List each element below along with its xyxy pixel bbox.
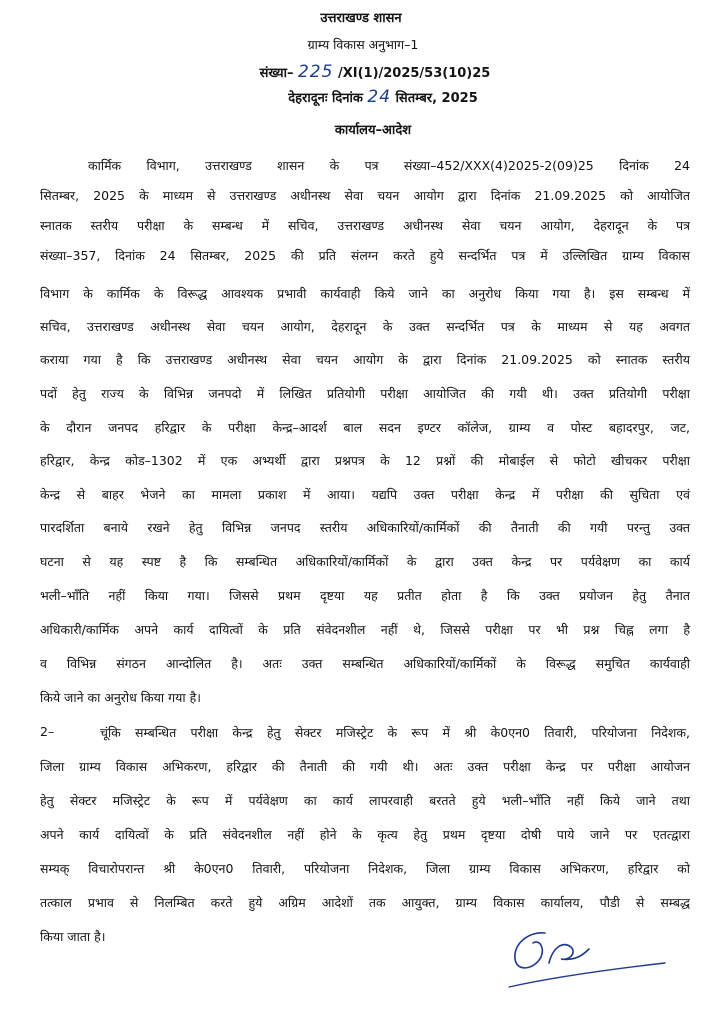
para1-line: के दौरान जनपद हरिद्वार के परीक्षा केन्द्र–आदर्श बाल सदन इण्टर कॉलेज, ग्राम्य व पोस्ट बहादरपुर, जट, bbox=[40, 420, 690, 435]
para2-line: सम्यक् विचारोपरान्त श्री के0एन0 तिवारी, परियोजना निदेशक, जिला ग्राम्य विकास अभिकरण, हरिद्वार को bbox=[40, 861, 690, 876]
para1-line: भली–भाँति नहीं किया गया। जिससे प्रथम दृष्टया यह प्रतीत होता है कि उक्त प्रयोजन हेतु तैनात bbox=[40, 588, 690, 603]
para1-line: कराया गया है कि उत्तराखण्ड अधीनस्थ सेवा चयन आयोग के द्वारा दिनांक 21.09.2025 को स्नातक स्तरीय bbox=[40, 352, 690, 367]
para1-line: संख्या–357, दिनांक 24 सितम्बर, 2025 की प्रति संलग्न करते हुये सन्दर्भित पत्र में उल्लिखित ग्राम्य विकास bbox=[40, 248, 690, 263]
para1-line: विभाग के कार्मिक के विरूद्ध आवश्यक प्रभावी कार्यवाही किये जाने का अनुरोध किया गया है। इस सम्बन्ध में bbox=[40, 286, 690, 301]
para2-line: हेतु सेक्टर मजिस्ट्रेट के रूप में पर्यवेक्षण का कार्य लापरवाही बरतते हुये भली–भाँति नहीं किये जाने तथा bbox=[40, 793, 690, 808]
para2-line: चूंकि सम्बन्धित परीक्षा केन्द्र हेतु सेक्टर मजिस्ट्रेट के रूप में श्री के0एन0 तिवारी, परियोजना निदेशक, bbox=[100, 725, 690, 740]
date-handwritten: 24 bbox=[367, 87, 392, 107]
para1-line: किये जाने का अनुरोध किया गया है। bbox=[40, 690, 201, 705]
order-title: कार्यालय–आदेश bbox=[334, 123, 412, 138]
section-title: ग्राम्य विकास अनुभाग–1 bbox=[307, 37, 419, 52]
para1-line: कार्मिक विभाग, उत्तराखण्ड शासन के पत्र संख्या–452/XXX(4)2025-2(09)25 दिनांक 24 bbox=[88, 158, 690, 173]
reference-number bbox=[22, 62, 706, 82]
date-prefix: देहरादूनः दिनांक bbox=[288, 91, 363, 106]
para1-line: सितम्बर, 2025 के माध्यम से उत्तराखण्ड अधीनस्थ सेवा चयन आयोग द्वारा दिनांक 21.09.2025 को आयोजित bbox=[40, 188, 690, 203]
ref-handwritten: 225 bbox=[297, 62, 334, 82]
ref-prefix: संख्या– bbox=[259, 66, 294, 81]
date-suffix: सितम्बर, 2025 bbox=[395, 91, 478, 106]
para1-line: व विभिन्न संगठन आन्दोलित है। अतः उक्त सम्बन्धित अधिकारियों/कार्मिकों के विरूद्ध समुचित कार्यवाही bbox=[40, 656, 690, 671]
ref-suffix: /XI(1)/2025/53(10)25 bbox=[337, 66, 491, 81]
issue-date bbox=[30, 87, 706, 107]
para1-line: स्नातक स्तरीय परीक्षा के सम्बन्ध में सचिव, उत्तराखण्ड अधीनस्थ सेवा चयन आयोग, देहरादून के पत्र bbox=[40, 218, 690, 233]
para1-line: घटना से यह स्पष्ट है कि सम्बन्धित अधिकारियों/कार्मिकों के द्वारा उक्त केन्द्र पर पर्यवेक्षण का कार्य bbox=[40, 554, 690, 569]
para2-number: 2– bbox=[40, 724, 55, 739]
para2-line: किया जाता है। bbox=[40, 929, 106, 944]
para2-line: जिला ग्राम्य विकास अभिकरण, हरिद्वार की तैनाती की गयी थी। अतः उक्त परीक्षा केन्द्र पर परीक्षा आयोजन bbox=[40, 759, 690, 774]
para1-line: अधिकारी/कार्मिक अपने कार्य दायित्वों के प्रति संवेदनशील नहीं थे, जिससे परीक्षा पर भी प्रश्न चिह्न लगा है bbox=[40, 622, 690, 637]
signature-image bbox=[505, 925, 675, 995]
para1-line: सचिव, उत्तराखण्ड अधीनस्थ सेवा चयन आयोग, देहरादून के उक्त सन्दर्भित पत्र के माध्यम से यह अवगत bbox=[40, 319, 690, 334]
para2-line: अपने कार्य दायित्वों के प्रति संवेदनशील नहीं होने के कृत्य हेतु प्रथम दृष्टया दोषी पाये जाने पर एतत्द्वारा bbox=[40, 827, 690, 842]
para2-line: तत्काल प्रभाव से निलम्बित करते हुये अग्रिम आदेशों तक आयुक्त, ग्राम्य विकास कार्यालय, पौडी से सम्बद्ध bbox=[40, 895, 690, 910]
para1-line: केन्द्र से बाहर भेजने का मामला प्रकाश में आया। यद्यपि उक्त परीक्षा केन्द्र में परीक्षा की सुचिता एवं bbox=[40, 487, 690, 502]
para1-line: पदों हेतु राज्य के विभिन्न जनपदो में लिखित प्रतियोगी परीक्षा आयोजित की गयी थी। उक्त प्रतियोगी परीक्षा bbox=[40, 386, 690, 401]
para1-line: पारदर्शिता बनाये रखने हेतु विभिन्न जनपद स्तरीय अधिकारियों/कार्मिकों की तैनाती की गयी परन्तु उक्त bbox=[40, 520, 690, 535]
para1-line: हरिद्वार, केन्द्र कोड–1302 में एक अभ्यर्थी द्वारा प्रश्नपत्र के 12 प्रश्नों की मोबाईल से फोटो खीचकर परीक्षा bbox=[40, 453, 690, 468]
issuer-title: उत्तराखण्ड शासन bbox=[320, 11, 402, 26]
